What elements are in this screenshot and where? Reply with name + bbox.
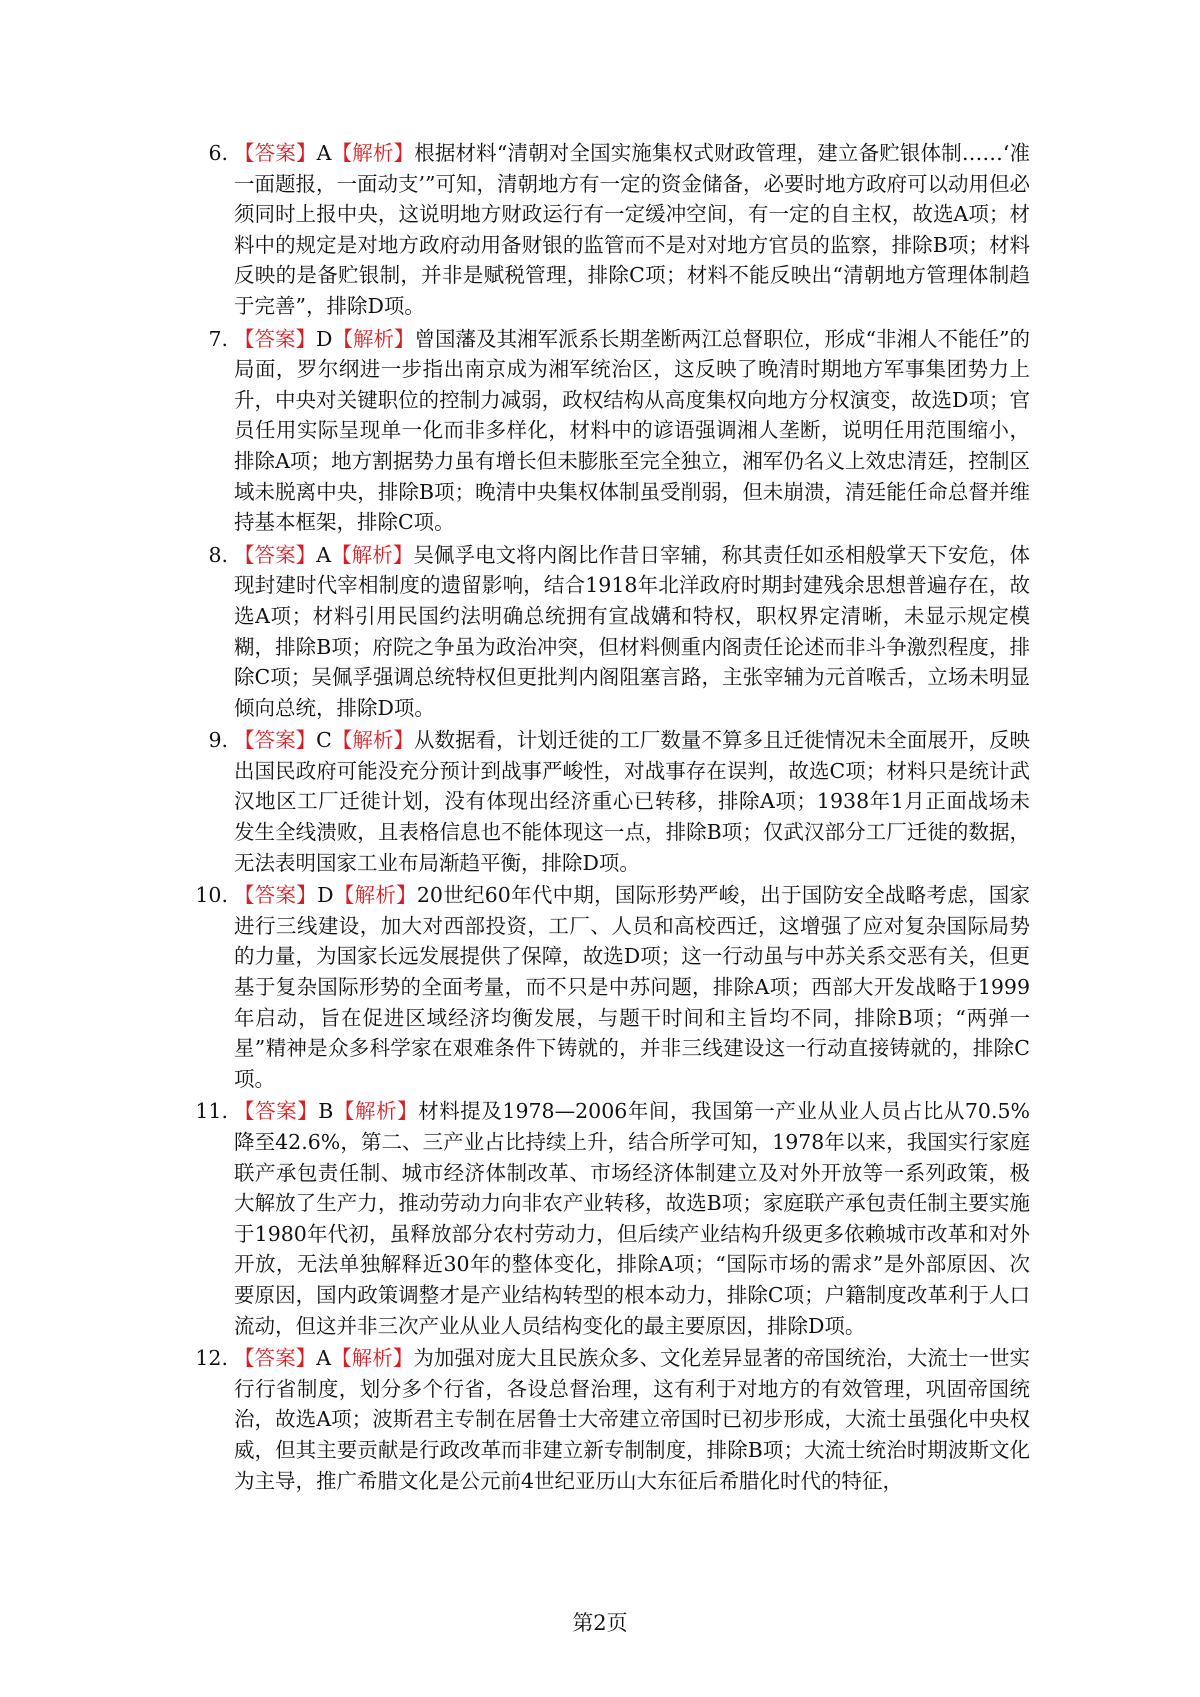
analysis-tag: 【解析】: [331, 542, 414, 567]
analysis-tag: 【解析】: [331, 141, 415, 165]
analysis-tag: 【解析】: [331, 728, 415, 753]
analysis-tag: 【解析】: [333, 883, 417, 908]
analysis-text: 为加强对庞大且民族众多、文化差异显著的帝国统治，大流士一世实行行省制度，划分多个行省，各设总督治理，这有利于对地方的有效管理，巩固帝国统治，故选A项；波斯君主专制在居鲁士大帝建立帝国时已初步形成，大流士虽强化中央权威，但其主要贡献是行政改革而非建立新专制制度，排除B项；大流士统治时期波斯文化为主导，推广希腊文化是公元前4世纪亚历山大东征后希腊化时代的特征，: [234, 1346, 1031, 1493]
question-number: 9.: [208, 728, 228, 753]
answer-item: [190, 880, 1030, 1094]
analysis-text: 根据材料“清朝对全国实施集权式财政管理，建立备贮银体制……‘准一面题报，一面动支’”可知，清朝地方有一定的资金储备，必要时地方政府可以动用但必须同时上报中央，这说明地方财政运行有一定缓冲空间，有一定的自主权，故选A项；材料中的规定是对地方政府动用备财银的监管而不是对对地方官员的监察，排除B项；材料反映的是备贮银制，并非是赋税管理，排除C项；材料不能反映出“清朝地方管理体制趋于完善”，排除D项。: [234, 141, 1031, 318]
answer-item: [190, 1343, 1030, 1496]
answer-tag: 【答案】: [234, 141, 317, 165]
analysis-text: 吴佩孚电文将内阁比作昔日宰辅，称其责任如丞相般掌天下安危，体现封建时代宰相制度的遗留影响，结合1918年北洋政府时期封建残余思想普遍存在，故选A项；材料引用民国约法明确总统拥有宣战媾和特权，职权界定清晰，未显示规定模糊，排除B项；府院之争虽为政治冲突，但材料侧重内阁责任论述而非斗争激烈程度，排除C项；吴佩孚强调总统特权但更批判内阁阻塞言路，主张宰辅为元首喉舌，立场未明显倾向总统，排除D项。: [234, 542, 1031, 720]
question-number: 8.: [208, 542, 228, 567]
analysis-text: 从数据看，计划迁徙的工厂数量不算多且迁徙情况未全面展开，反映出国民政府可能没充分预计到战事严峻性，对战事存在误判，故选C项；材料只是统计武汉地区工厂迁徙计划，没有体现出经济重心已转移，排除A项；1938年1月正面战场未发生全线溃败，且表格信息也不能体现这一点，排除B项；仅武汉部分工厂迁徙的数据，无法表明国家工业布局渐趋平衡，排除D项。: [234, 728, 1031, 875]
answer-choice: C: [316, 728, 332, 753]
page-number: 第2页: [572, 1611, 628, 1635]
answer-choice: B: [318, 1099, 334, 1124]
answer-choice: D: [316, 326, 333, 351]
question-number: 12.: [195, 1346, 228, 1371]
analysis-tag: 【解析】: [333, 1099, 419, 1124]
question-number: 11.: [195, 1099, 228, 1124]
answer-choice: A: [316, 542, 332, 567]
question-number: 6.: [208, 141, 228, 165]
answer-tag: 【答案】: [234, 1099, 319, 1124]
answer-item: [190, 725, 1030, 878]
answer-item: [190, 138, 1030, 322]
answer-choice: A: [316, 1346, 332, 1371]
answer-choice: A: [316, 141, 332, 165]
answer-choice: D: [317, 883, 334, 908]
answer-item: [190, 540, 1030, 724]
analysis-text: 曾国藩及其湘军派系长期垄断两江总督职位，形成“非湘人不能任”的局面，罗尔纲进一步指出南京成为湘军统治区，这反映了晚清时期地方军事集团势力上升，中央对关键职位的控制力减弱，政权结构从高度集权向地方分权演变，故选D项；官员任用实际呈现单一化而非多样化，材料中的谚语强调湘人垄断，说明任用范围缩小，排除A项；地方割据势力虽有增长但未膨胀至完全独立，湘军仍名义上效忠清廷，控制区域未脱离中央，排除B项；晚清中央集权体制虽受削弱，但未崩溃，清廷能任命总督并维持基本框架，排除C项。: [234, 326, 1030, 535]
analysis-tag: 【解析】: [332, 326, 415, 351]
answer-tag: 【答案】: [234, 1346, 317, 1371]
analysis-text: 材料提及1978—2006年间，我国第一产业从业人员占比从70.5%降至42.6%，第二、三产业占比持续上升，结合所学可知，1978年以来，我国实行家庭联产承包责任制、城市经济体制改革、市场经济体制建立及对外开放等一系列政策，极大解放了生产力，推动劳动力向非农产业转移，故选B项；家庭联产承包责任制主要实施于1980年代初，虽释放部分农村劳动力，但后续产业结构升级更多依赖城市改革和对外开放，无法单独解释近30年的整体变化，排除A项；“国际市场的需求”是外部原因、次要原因，国内政策调整才是产业结构转型的根本动力，排除C项；户籍制度改革利于人口流动，但这并非三次产业从业人员结构变化的最主要原因，排除D项。: [234, 1099, 1031, 1338]
answer-tag: 【答案】: [234, 728, 317, 753]
answer-item: [190, 324, 1030, 538]
answer-tag: 【答案】: [234, 542, 317, 567]
answer-list: [190, 138, 1030, 1498]
question-number: 7.: [208, 326, 228, 351]
analysis-text: 20世纪60年代中期，国际形势严峻，出于国防安全战略考虑，国家进行三线建设，加大对西部投资，工厂、人员和高校西迁，这增强了应对复杂国际局势的力量，为国家长远发展提供了保障，故选D项；这一行动虽与中苏关系交恶有关，但更基于复杂国际形势的全面考量，而不只是中苏问题，排除A项；西部大开发战略于1999年启动，旨在促进区域经济均衡发展，与题干时间和主旨均不同，排除B项；“两弹一星”精神是众多科学家在艰难条件下铸就的，并非三线建设这一行动直接铸就的，排除C项。: [234, 883, 1031, 1091]
analysis-tag: 【解析】: [331, 1346, 414, 1371]
answer-tag: 【答案】: [234, 883, 318, 908]
answer-item: [190, 1096, 1030, 1341]
answer-tag: 【答案】: [234, 326, 317, 351]
question-number: 10.: [195, 883, 228, 908]
